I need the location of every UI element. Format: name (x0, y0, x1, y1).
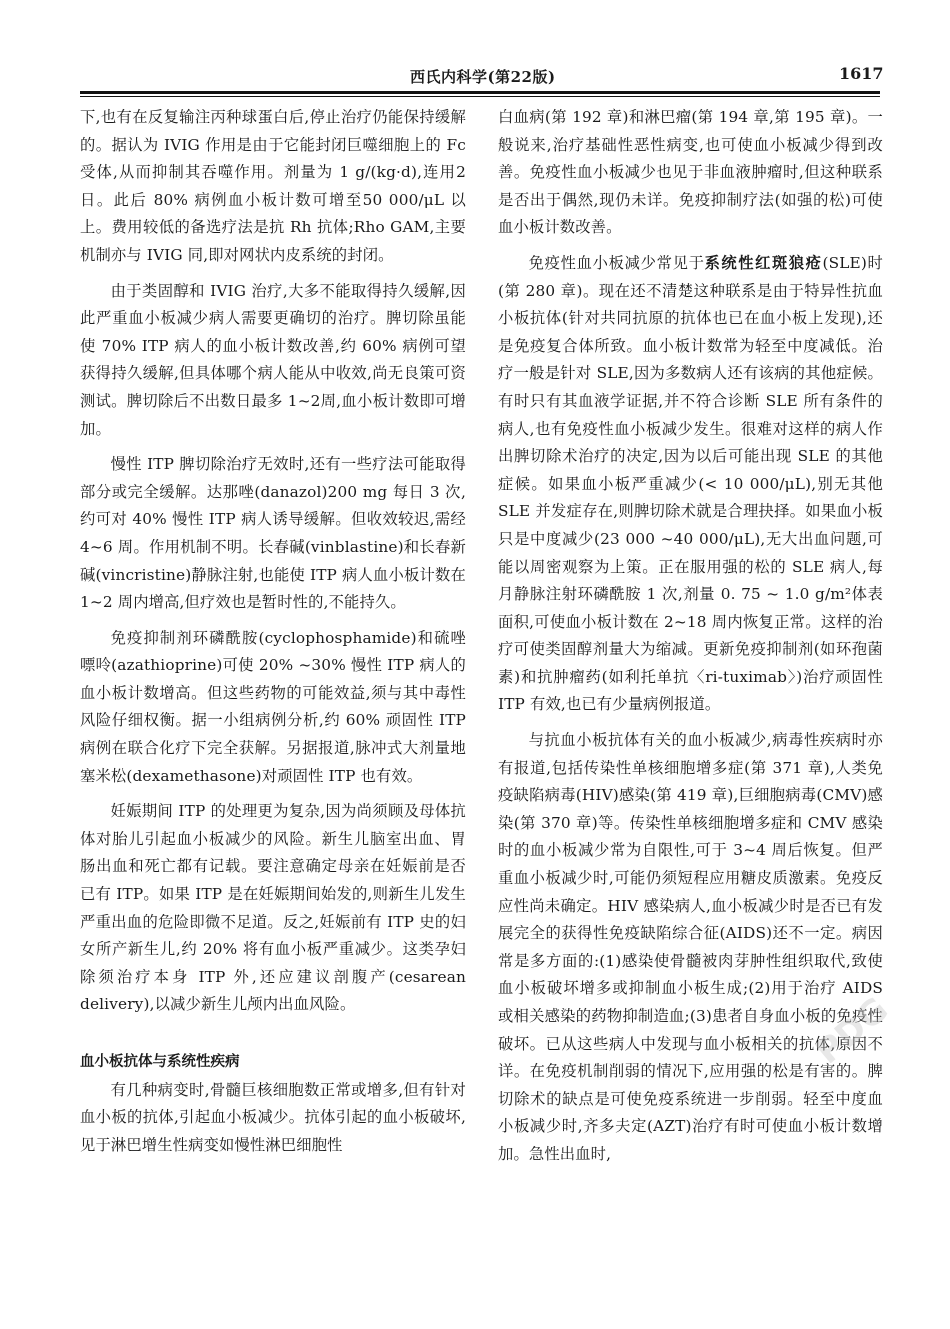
header-rule-thick (80, 91, 880, 94)
page-number: 1617 (839, 64, 884, 83)
watermark: PDG (808, 989, 897, 1073)
paragraph: 由于类固醇和 IVIG 治疗,大多不能取得持久缓解,因此严重血小板减少病人需要更确切的治疗。脾切除虽能使 70% ITP 病人的血小板计数改善,约 60% 病例可望获得持久缓解,但具体哪个病人能从中收效,尚无良策可资测试。脾切除后不出数日最多 1~2周,血小板计数即可增加。 (80, 281, 466, 438)
paragraph: 与抗血小板抗体有关的血小板减少,病毒性疾病时亦有报道,包括传染性单核细胞增多症(第 371 章),人类免疫缺陷病毒(HIV)感染(第 419 章),巨细胞病毒(CMV)感染(第 370 章)等。传染性单核细胞增多症和 CMV 感染时的血小板减少常为自限性,可于 3~4 周后恢复。但严重血小板减少时,可能仍须短程应用糖皮质激素。免疫反应性尚未确定。HIV 感染病人,血小板减少时是否已有发展完全的获得性免疫缺陷综合征(AIDS)还不一定。病因常是多方面的:(1)感染使骨髓被肉芽肿性组织取代,致使血小板破坏增多或抑制血小板生成;(2)用于治疗 AIDS 或相关感染的药物抑制造血;(3)患者自身血小板的免疫性破坏。已从这些病人中发现与血小板相关的抗体,原因不详。在免疫机制削弱的情况下,应用强的松是有害的。脾切除术的缺点是可使免疫系统进一步削弱。轻至中度血小板减少时,齐多夫定(AZT)治疗有时可使血小板计数增加。急性出血时, (498, 731, 883, 1163)
left-column (80, 104, 466, 1159)
paragraph: 白血病(第 192 章)和淋巴瘤(第 194 章,第 195 章)。一般说来,治疗基础性恶性病变,也可使血小板减少得到改善。免疫性血小板减少也见于非血液肿瘤时,但这种联系是否出于偶然,现仍未详。免疫抑制疗法(如强的松)可使血小板计数改善。 (498, 108, 883, 237)
section-heading: 血小板抗体与系统性疾病 (80, 1054, 240, 1070)
paragraph: 慢性 ITP 脾切除治疗无效时,还有一些疗法可能取得部分或完全缓解。达那唑(danazol)200 mg 每日 3 次,约可对 40% 慢性 ITP 病人诱导缓解。但收效较迟,需经 4~6 周。作用机制不明。长春碱(vinblastine)和长春新碱(vincristine)静脉注射,也能使 ITP 病人血小板计数在 1~2 周内增高,但疗效也是暂时性的,不能持久。 (80, 455, 466, 612)
paragraph: 免疫抑制剂环磷酰胺(cyclophosphamide)和硫唑嘌呤(azathioprine)可使 20% ~30% 慢性 ITP 病人的血小板计数增高。但这些药物的可能效益,须与其中毒性风险仔细权衡。据一小组病例分析,约 60% 顽固性 ITP 病例在联合化疗下完全获解。另据报道,脉冲式大剂量地塞米松(dexamethasone)对顽固性 ITP 也有效。 (80, 628, 466, 785)
emphasized-term: 系统性红斑狼疮 (704, 253, 823, 272)
paragraph: 妊娠期间 ITP 的处理更为复杂,因为尚须顾及母体抗体对胎儿引起血小板减少的风险。新生儿脑室出血、胃肠出血和死亡都有记载。要注意确定母亲在妊娠前是否已有 ITP。如果 ITP 是在妊娠期间始发的,则新生儿发生严重出血的危险即微不足道。反之,妊娠前有 ITP 史的妇女所产新生儿,约 20% 将有血小板严重减少。这类孕妇除须治疗本身 ITP 外,还应建议剖腹产(cesarean delivery),以减少新生儿颅内出血风险。 (80, 802, 466, 1014)
header-rule-thin (80, 96, 880, 97)
right-column (498, 104, 883, 1169)
paragraph: 下,也有在反复输注丙种球蛋白后,停止治疗仍能保持缓解的。据认为 IVIG 作用是由于它能封闭巨噬细胞上的 Fc 受体,从而抑制其吞噬作用。剂量为 1 g/(kg·d),连用2日。此后 80% 病例血小板计数可增至50 000/μL 以上。费用较低的备选疗法是抗 Rh 抗体;Rho GAM,主要机制亦与 IVIG 同,即对网状内皮系统的封闭。 (80, 108, 466, 264)
paragraph-rest: (SLE)时(第 280 章)。现在还不清楚这种联系是由于特异性抗血小板抗体(针对共同抗原的抗体也已在血小板上发现),还是免疫复合体所致。血小板计数常为轻至中度减低。治疗一般是针对 SLE,因为多数病人还有该病的其他症候。有时只有其血液学证据,并不符合诊断 SLE 所有条件的病人,也有免疫性血小板减少发生。很难对这样的病人作出脾切除术治疗的决定,因为以后可能出现 SLE 的其他症候。如果血小板严重减少(< 10 000/μL),别无其他 SLE 并发症存在,则脾切除术就是合理抉择。如果血小板只是中度减少(23 000 ~40 000/μL),无大出血问题,可能以周密观察为上策。正在服用强的松的 SLE 病人,每月静脉注射环磷酰胺 1 次,剂量 0. 75 ~ 1.0 g/m²体表面积,可使血小板计数在 2~18 周内恢复正常。这样的治疗可使类固醇剂量大为缩减。更新免疫抑制剂(如环孢菌素)和抗肿瘤药(如利托单抗〈ri-tuximab〉)治疗顽固性 ITP 有效,也已有少量病例报道。 (498, 253, 883, 714)
paragraph: 有几种病变时,骨髓巨核细胞数正常或增多,但有针对血小板的抗体,引起血小板减少。抗体引起的血小板破坏,见于淋巴增生性病变如慢性淋巴细胞性 (80, 1080, 466, 1154)
running-header-title: 西氏内科学(第22版) (410, 68, 556, 86)
paragraph (498, 250, 883, 719)
paragraph-lead: 免疫性血小板减少常见于 (528, 253, 705, 272)
